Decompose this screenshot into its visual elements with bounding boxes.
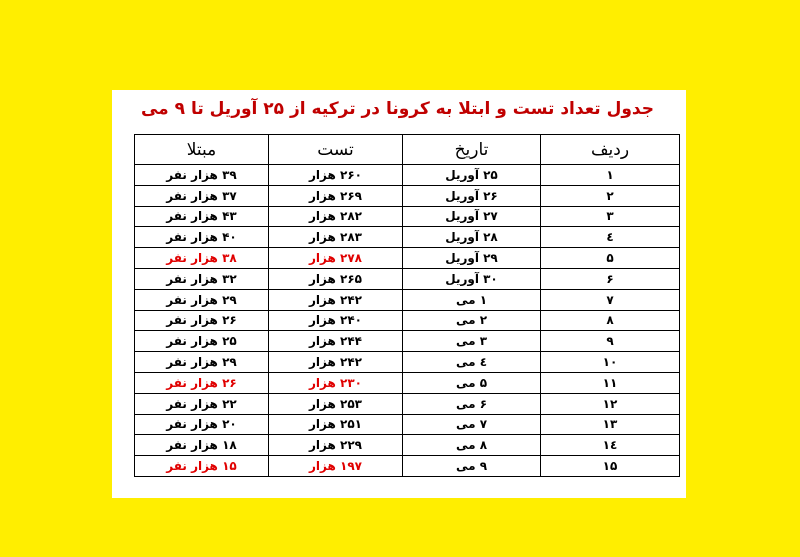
cell-test: ۲۸۲ هزار: [269, 206, 403, 227]
cell-infected: ۲۹ هزار نفر: [135, 289, 269, 310]
cell-test: ۲۵۱ هزار: [269, 414, 403, 435]
cell-test: ۱۹۷ هزار: [269, 456, 403, 477]
table-row: [135, 331, 680, 352]
cell-test: ۲۴۲ هزار: [269, 289, 403, 310]
cell-infected: ۳۷ هزار نفر: [135, 185, 269, 206]
cell-row-number: ۱٤: [541, 435, 680, 456]
table-row: [135, 248, 680, 269]
table-header-row: [135, 135, 680, 165]
table-row: [135, 289, 680, 310]
cell-row-number: ٤: [541, 227, 680, 248]
cell-date: ۶ می: [403, 393, 541, 414]
cell-date: ۳ می: [403, 331, 541, 352]
cell-infected: ۳۹ هزار نفر: [135, 165, 269, 186]
cell-infected: ۴۳ هزار نفر: [135, 206, 269, 227]
table-row: [135, 352, 680, 373]
header-infected: مبتلا: [135, 135, 269, 165]
cell-date: ۸ می: [403, 435, 541, 456]
cell-row-number: ۱۱: [541, 372, 680, 393]
cell-row-number: ۱: [541, 165, 680, 186]
table-row: [135, 227, 680, 248]
table-row: [135, 393, 680, 414]
cell-row-number: ۷: [541, 289, 680, 310]
cell-infected: ۲۹ هزار نفر: [135, 352, 269, 373]
cell-test: ۲۷۸ هزار: [269, 248, 403, 269]
header-date: تاریخ: [403, 135, 541, 165]
cell-date: ٤ می: [403, 352, 541, 373]
cell-test: ۲۲۹ هزار: [269, 435, 403, 456]
cell-test: ۲۴۰ هزار: [269, 310, 403, 331]
cell-infected: ۳۸ هزار نفر: [135, 248, 269, 269]
table-row: [135, 268, 680, 289]
cell-infected: ۱۸ هزار نفر: [135, 435, 269, 456]
cell-row-number: ۱۳: [541, 414, 680, 435]
table-row: [135, 206, 680, 227]
cell-date: ۲۹ آوریل: [403, 248, 541, 269]
table-row: [135, 456, 680, 477]
cell-infected: ۲۲ هزار نفر: [135, 393, 269, 414]
cell-infected: ۲۰ هزار نفر: [135, 414, 269, 435]
cell-infected: ۱۵ هزار نفر: [135, 456, 269, 477]
table-row: [135, 185, 680, 206]
cell-infected: ۳۲ هزار نفر: [135, 268, 269, 289]
cell-row-number: ۶: [541, 268, 680, 289]
cell-date: ۲۸ آوریل: [403, 227, 541, 248]
table-row: [135, 414, 680, 435]
cell-row-number: ۲: [541, 185, 680, 206]
cell-date: ۲ می: [403, 310, 541, 331]
cell-date: ۳۰ آوریل: [403, 268, 541, 289]
cell-date: ۷ می: [403, 414, 541, 435]
table-card: [112, 90, 686, 498]
cell-test: ۲۴۴ هزار: [269, 331, 403, 352]
cell-infected: ۲۵ هزار نفر: [135, 331, 269, 352]
header-test: تست: [269, 135, 403, 165]
cell-row-number: ۳: [541, 206, 680, 227]
cell-date: ۱ می: [403, 289, 541, 310]
cell-date: ۲۵ آوریل: [403, 165, 541, 186]
table-row: [135, 435, 680, 456]
cell-test: ۲۳۰ هزار: [269, 372, 403, 393]
cell-date: ۲۶ آوریل: [403, 185, 541, 206]
cell-row-number: ۹: [541, 331, 680, 352]
cell-test: ۲۶۰ هزار: [269, 165, 403, 186]
cell-test: ۲۶۵ هزار: [269, 268, 403, 289]
cell-test: ۲۵۳ هزار: [269, 393, 403, 414]
cell-infected: ۲۶ هزار نفر: [135, 372, 269, 393]
cell-row-number: ۱۲: [541, 393, 680, 414]
table-row: [135, 165, 680, 186]
cell-row-number: ۱۰: [541, 352, 680, 373]
cell-date: ۲۷ آوریل: [403, 206, 541, 227]
table-row: [135, 372, 680, 393]
cell-row-number: ۵: [541, 248, 680, 269]
cell-infected: ۴۰ هزار نفر: [135, 227, 269, 248]
cell-test: ۲۸۳ هزار: [269, 227, 403, 248]
cell-date: ۵ می: [403, 372, 541, 393]
cell-row-number: ۱۵: [541, 456, 680, 477]
table-row: [135, 310, 680, 331]
cell-date: ۹ می: [403, 456, 541, 477]
data-table: [134, 134, 680, 477]
cell-test: ۲۴۲ هزار: [269, 352, 403, 373]
header-row-number: ردیف: [541, 135, 680, 165]
cell-infected: ۲۶ هزار نفر: [135, 310, 269, 331]
page-title: جدول تعداد تست و ابتلا به کرونا در ترکیه از ۲۵ آوریل تا ۹ می: [140, 99, 654, 119]
cell-row-number: ۸: [541, 310, 680, 331]
cell-test: ۲۶۹ هزار: [269, 185, 403, 206]
